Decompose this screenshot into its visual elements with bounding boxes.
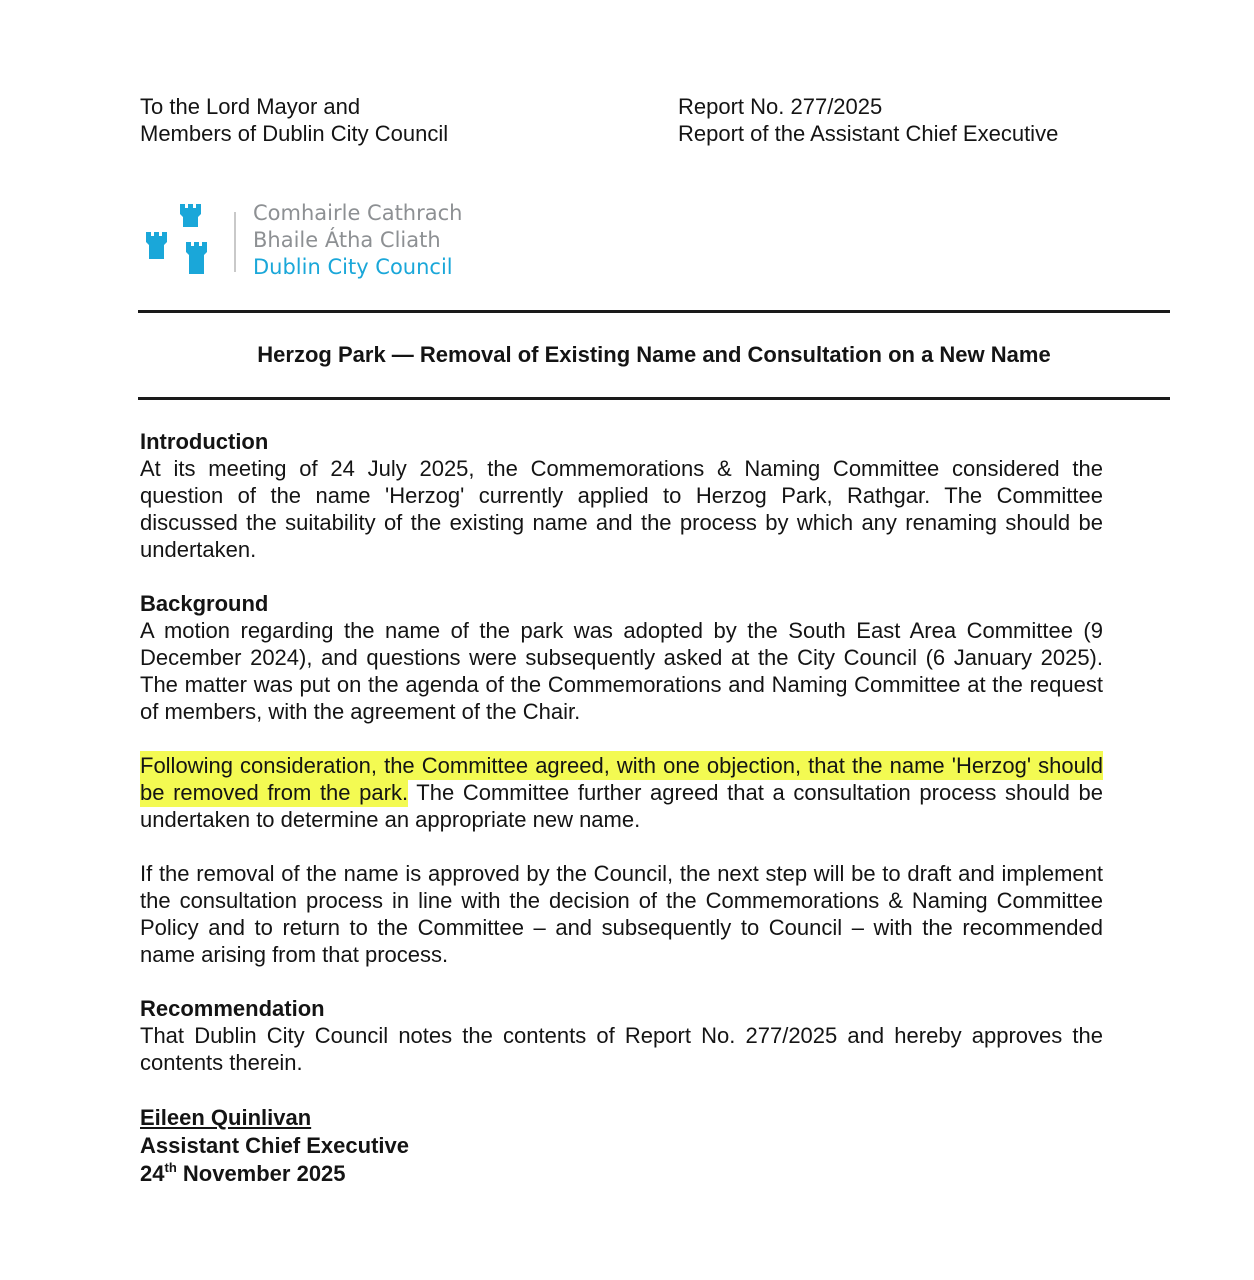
signatory-name: Eileen Quinlivan: [140, 1105, 312, 1130]
recommendation-section: [140, 995, 1103, 1076]
addressee-block: [140, 93, 448, 147]
council-logo: [140, 198, 480, 288]
recommendation-text: That Dublin City Council notes the contents of Report No. 277/2025 and hereby approves the contents therein.: [140, 1023, 1103, 1075]
background-paragraph-2-rest: The Committee further agreed that a consultation process should be undertaken to determine an appropriate new name.: [140, 780, 1103, 832]
logo-line-english: Dublin City Council: [253, 255, 453, 279]
logo-divider: [234, 212, 236, 272]
date-ordinal-suffix: th: [164, 1160, 177, 1175]
background-heading: Background: [140, 591, 269, 616]
title-rule-top: [138, 310, 1170, 313]
report-number: Report No. 277/2025: [678, 94, 883, 119]
background-paragraph-3: If the removal of the name is approved by the Council, the next step will be to draft and implement the consultation process in line with the decision of the Commemorations & Naming Committee Policy and to return to the Committee – and subsequently to Council – with the recommended name arising from that process.: [140, 861, 1103, 967]
introduction-section: [140, 428, 1103, 563]
three-castles-icon: [140, 198, 226, 282]
document-title: Herzog Park — Removal of Existing Name and Consultation on a New Name: [257, 342, 1051, 367]
date-day: 24: [140, 1161, 165, 1186]
addressee-line-1: To the Lord Mayor and: [140, 94, 361, 119]
logo-line-irish-1: Comhairle Cathrach: [253, 201, 463, 225]
highlighted-decision: Following consideration, the Committee agreed, with one objection, that the name 'Herzog' should be removed from the park.: [140, 753, 1103, 805]
background-paragraph-1: A motion regarding the name of the park was adopted by the South East Area Committee (9 December 2024), and questions were subsequently asked at the City Council (6 January 2025). The matter was put on the agenda of the Commemorations and Naming Committee at the request of members, with the agreement of the Chair.: [140, 618, 1103, 724]
title-rule-bottom: [138, 397, 1170, 400]
report-body: [140, 428, 1103, 1103]
report-of: Report of the Assistant Chief Executive: [678, 121, 1059, 146]
logo-wordmark: [253, 200, 462, 281]
background-paragraph-2: [140, 752, 1103, 833]
report-info-block: [678, 93, 1058, 147]
signature-date: [140, 1160, 409, 1188]
logo-line-irish-2: Bhaile Átha Cliath: [253, 228, 441, 252]
addressee-line-2: Members of Dublin City Council: [140, 121, 449, 146]
date-month-year: November 2025: [176, 1161, 346, 1186]
introduction-text: At its meeting of 24 July 2025, the Commemorations & Naming Committee considered the question of the name 'Herzog' currently applied to Herzog Park, Rathgar. The Committee discussed the suitability of the existing name and the process by which any renaming should be undertaken.: [140, 456, 1103, 562]
signatory-position: Assistant Chief Executive: [140, 1133, 409, 1158]
recommendation-heading: Recommendation: [140, 996, 325, 1021]
background-section: [140, 590, 1103, 968]
introduction-heading: Introduction: [140, 429, 269, 454]
signature-block: [140, 1104, 409, 1188]
